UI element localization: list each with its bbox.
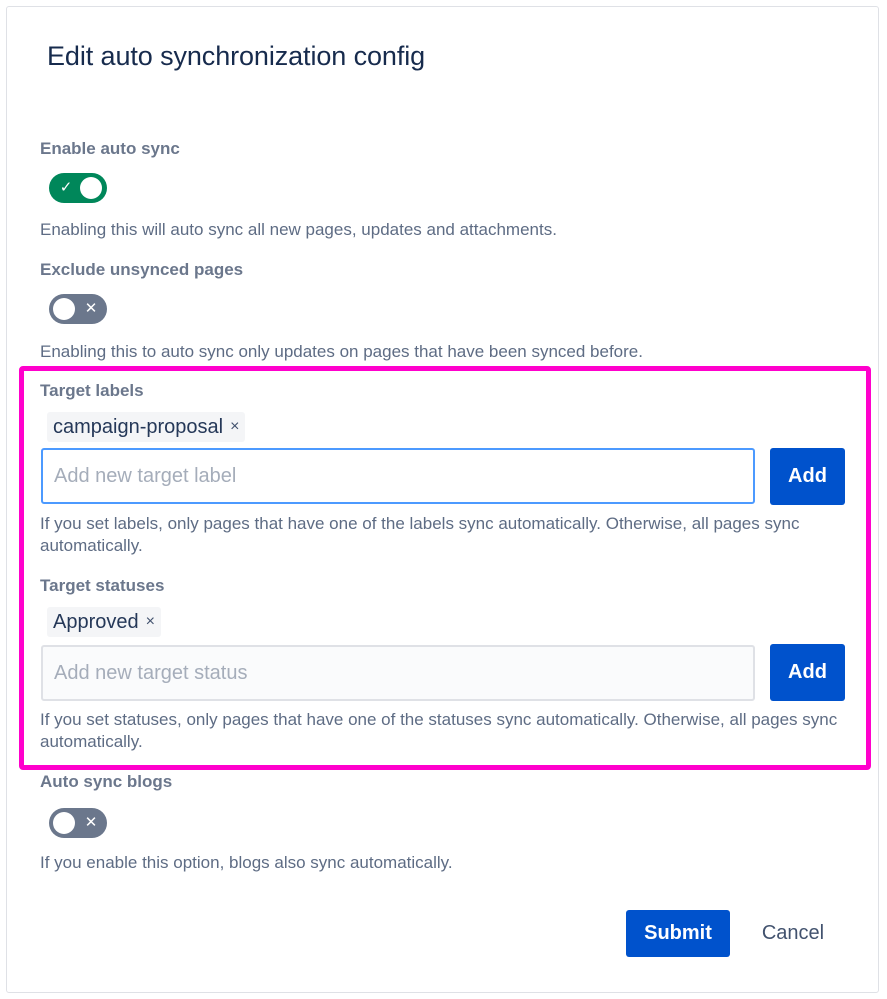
dialog-title: Edit auto synchronization config bbox=[47, 41, 426, 71]
toggle-knob bbox=[80, 177, 102, 199]
target-statuses-label: Target statuses bbox=[40, 576, 165, 595]
auto-sync-blogs-label: Auto sync blogs bbox=[40, 772, 173, 791]
target-statuses-help: If you set statuses, only pages that have one of the statuses sync automatically. Otherwise, all pages sync automatically. bbox=[40, 710, 838, 751]
tag-text: Approved bbox=[53, 611, 139, 633]
exclude-unsynced-toggle[interactable] bbox=[49, 294, 107, 324]
target-label-input[interactable] bbox=[41, 448, 755, 504]
toggle-knob bbox=[53, 812, 75, 834]
add-target-status-button[interactable]: Add bbox=[770, 644, 845, 701]
target-labels-help: If you set labels, only pages that have one of the labels sync automatically. Otherwise, all pages sync automatically. bbox=[40, 514, 800, 555]
add-target-label-button[interactable]: Add bbox=[770, 448, 845, 505]
cross-icon: ✕ bbox=[84, 814, 98, 831]
exclude-unsynced-help: Enabling this to auto sync only updates on pages that have been synced before. bbox=[40, 342, 643, 361]
exclude-unsynced-label: Exclude unsynced pages bbox=[40, 260, 244, 279]
check-icon: ✓ bbox=[59, 179, 73, 196]
toggle-knob bbox=[53, 298, 75, 320]
cross-icon: ✕ bbox=[84, 300, 98, 317]
target-status-input[interactable] bbox=[41, 645, 755, 701]
enable-auto-sync-label: Enable auto sync bbox=[40, 139, 180, 158]
cancel-button[interactable]: Cancel bbox=[745, 910, 841, 957]
enable-auto-sync-toggle[interactable] bbox=[49, 173, 107, 203]
remove-tag-icon[interactable]: × bbox=[230, 418, 240, 435]
remove-tag-icon[interactable]: × bbox=[145, 613, 155, 630]
auto-sync-blogs-toggle[interactable] bbox=[49, 808, 107, 838]
tag-text: campaign-proposal bbox=[53, 416, 224, 438]
auto-sync-blogs-help: If you enable this option, blogs also sync automatically. bbox=[40, 853, 453, 872]
target-status-tag bbox=[47, 607, 161, 637]
target-labels-label: Target labels bbox=[40, 381, 144, 400]
submit-button[interactable]: Submit bbox=[626, 910, 730, 957]
enable-auto-sync-help: Enabling this will auto sync all new pages, updates and attachments. bbox=[40, 220, 557, 239]
target-label-tag bbox=[47, 412, 245, 442]
